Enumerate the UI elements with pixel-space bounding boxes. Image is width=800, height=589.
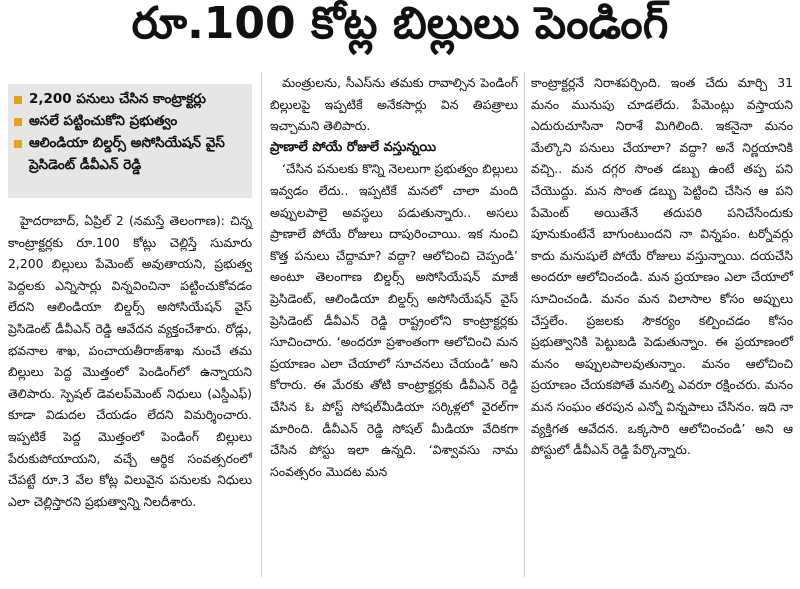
bullet-icon [14, 96, 22, 104]
column-divider [261, 72, 262, 577]
highlights-box [8, 84, 252, 198]
bullet-icon [14, 140, 22, 148]
article-paragraph: మంత్రులను, సీఎస్‌ను తమకు రావాల్సిన పెండింగ్ బిల్లులపై ఇప్పటికే అనేకసార్లు విన తిపత్రాలు ఇచ్చామని తెలిపారు. [270, 75, 518, 134]
bullet-icon [14, 118, 22, 126]
highlight-item [14, 88, 246, 110]
highlight-text: ఆలిండియా బిల్డర్స్ అసోసియేషన్ వైస్ ప్రెసిడెంట్ డీవీఎన్ రెడ్డి [29, 135, 225, 173]
subheading: ప్రాణాలే పోయే రోజులే వస్తున్నయి [270, 139, 437, 155]
headline: రూ.100 కోట్ల బిల్లులు పెండింగ్ [131, 0, 669, 49]
article-paragraph: హైదరాబాద్, ఏప్రిల్ 2 (నమస్తే తెలంగాణ): చిన్న కాంట్రాక్టర్లకు రూ.100 కోట్లు చెల్లిస్తే సుమారు 2,200 బిల్లులు పేమెంట్ అవుతాయని, ప్రభుత్వ పెద్దలకు ఎన్నిసార్లు విన్నవించినా పట్టించుకోవడం లేదని ఆలిండియా బిల్డర్స్ అసోసియేషన్ వైస్ ప్రెసిడెంట్ డీవీఎన్ రెడ్డి ఆవేదన వ్యక్తంచేశారు. రోడ్లు, భవనాల శాఖ, పంచాయతీరాజ్‌శాఖ నుంచే తమ బిల్లులు పెద్ద మొత్తంలో పెండింగ్‌లో ఉన్నాయని తెలిపారు. స్పెషల్ డెవలప్‌మెంట్ నిధులు (ఎస్డీఎఫ్) కూడా విడుదల చేయడం లేదని విమర్శించారు. ఇప్పటికే పెద్ద మొత్తంలో పెండింగ్ బిల్లులు పేరుకుపోయాయని, వచ్చే ఆర్థిక సంవత్సరంలో చేపట్టే రూ.3 వేల కోట్ల విలువైన పనులకు నిధులు ఎలా చెల్లిస్తారని ప్రభుత్వాన్ని నిలదీశారు. [8, 213, 252, 509]
article-column-3 [531, 72, 793, 461]
highlight-item [14, 110, 246, 132]
column-divider [524, 72, 525, 577]
highlight-text: అసలే పట్టించుకోని ప్రభుత్వం [29, 113, 178, 129]
article-paragraph: కాంట్రాక్టర్లనే నిరాశపర్చింది. ఇంత చేదు మార్చి 31 మనం మునుపు చూడలేదు. పేమెంట్లు వస్తాయని ఎదురుచూసినా నిరాశే మిగిలింది. ఇకనైనా మనం మేల్కొని పనులు చేయాలా? వద్దా? అనే నిర్ణయానికి వచ్చి.. మన దగ్గర సొంత డబ్బు ఉంటే తప్ప పని చేయొద్దు. మన సొంత డబ్బు పెట్టించి చేసిన ఆ పని పేమెంట్ అయితేనే తదుపరి పనిచేసేందుకు పూనుకుంటేనే బాగుంటుందని నా విన్నపం. టర్నోవర్లు కాదు మనుషులే పోయే రోజులు వస్తున్నాయి. దయచేసి అందరూ ఆలోచించండి. మన ప్రయాణం ఎలా చేయాలో సూచించండి. మనం మన విలాసాల కోసం అప్పులు చేస్తలేం. ప్రజలకు సౌకర్యం కల్పించడం కోసం ప్రభుత్వానికి పెట్టుబడి పెడుతున్నాం. ఈ ప్రయాణంలో మనం అప్పులపాలవుతున్నాం. మనం ఆలోచించి ప్రయాణం చేయకపోతే మనల్ని ఎవరూ రక్షించరు. మనం మన సంఘం తరపున ఎన్నో విన్నపాలు చేసినం. ఇది నా వ్యక్తిగత ఆవేదన. ఒక్కసారి ఆలోచించండి’ అని ఆ పోస్టులో డీవీఎన్ రెడ్డి పేర్కొన్నారు. [531, 75, 793, 458]
highlight-text: 2,200 పనులు చేసిన కాంట్రాక్టర్లు [29, 91, 206, 107]
article-column-2 [270, 72, 518, 482]
article-paragraph: ‘చేసిన పనులకు కొన్ని నెలలుగా ప్రభుత్వం బిల్లులు ఇవ్వడం లేదు.. ఇప్పటికే మనలో చాలా మంది అప్పులపాలై అవస్థలు పడుతున్నారు.. అసలు ప్రాణాలే పోయే రోజులు దాపురించాయి. ఇక నుంచి కొత్త పనులు చేద్దామా? వద్దా? ఆలోచించి చెప్పండి’ అంటూ తెలంగాణ బిల్డర్స్ అసోసియేషన్ మాజీ ప్రెసిడెంట్, ఆలిండియా బిల్డర్స్ అసోసియేషన్ వైస్ ప్రెసిడెంట్ డీవీఎన్ రెడ్డి రాష్ట్రంలోని కాంట్రాక్టర్లకు సూచించారు. ‘అందరూ ప్రశాంతంగా ఆలోచించి మన ప్రయాణం ఎలా చేయాలో సూచనలు చేయండి’ అని కోరారు. ఈ మేరకు తోటి కాంట్రాక్టర్లకు డీవీఎన్ రెడ్డి చేసిన ఓ పోస్ట్ సోషల్‌మీడియా సర్కిళ్లలో వైరల్‌గా మారింది. డీవీఎన్ రెడ్డి సోషల్ మీడియా వేదికగా చేసిన పోస్టు ఇలా ఉన్నది. ‘విశ్వావసు నామ సంవత్సరం మొదట మన [270, 161, 518, 479]
highlight-item [14, 132, 246, 176]
article-column-1 [8, 210, 252, 512]
